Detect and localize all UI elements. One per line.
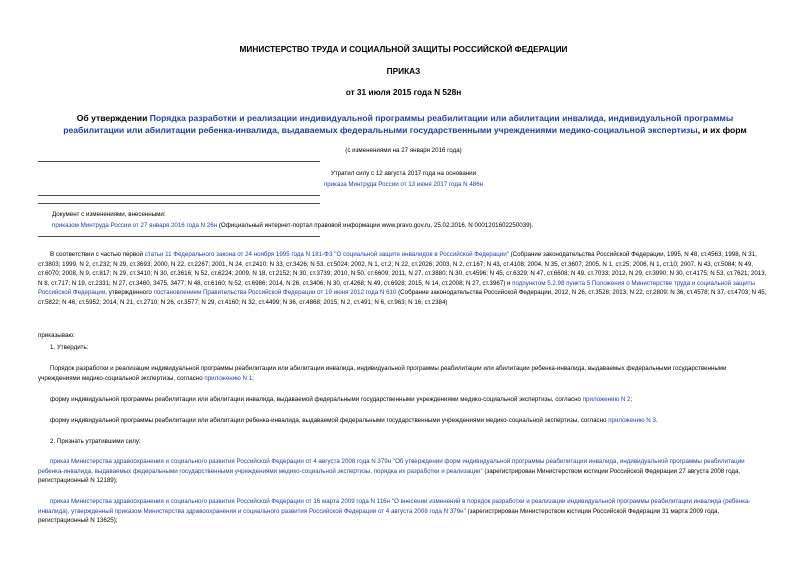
void-order-1 — [38, 457, 770, 486]
approve-form-child — [38, 416, 770, 426]
divider — [38, 203, 320, 204]
amendments-line — [52, 221, 772, 231]
law-link[interactable]: статьи 11 Федерального закона от 24 ноября 1995 года N 181-ФЗ "О социальной защите инвалидов в Российской Федерации" — [144, 251, 509, 258]
void-order-2-link[interactable]: приказ Министерства здравоохранения и социального развития Российской Федерации от 16 марта 2009 года N 116н "О внесении изменений в порядок разработки и реализации индивидуальной программы реабилитации инвалида (ребенка-инвалида), утвержденный приказом Министерства здравоохранения и социального развития Российской Федерации от 4 августа 2008 года N 379н" — [38, 498, 751, 515]
divider — [38, 195, 320, 196]
preamble-text-4: (Собрание законодательства Российской Федерации, 2012, N 26, ст.3528; 2013, N 22, ст.2809; N 36, ст.4578; N 37, ст.4703; N 45, ст.5822; N 46, ст.5952; 2014, N 21, ст.2710; N 26, ст.3577; N 29, ст.4160; N 32, ст.4499; N 36, ст.4868; 2015, N 2, ст.491; N 6, ст.963; N 16, ст.2384) — [38, 289, 767, 306]
ministry-heading: МИНИСТЕРСТВО ТРУДА И СОЦИАЛЬНОЙ ЗАЩИТЫ РОССИЙСКОЙ ФЕДЕРАЦИИ — [239, 44, 568, 54]
amendments-source: (Официальный интернет-портал правовой информации www.pravo.gov.ru, 25.02.2016, N 0001201602250039). — [217, 222, 534, 229]
amendments-link[interactable]: приказом Минтруда России от 27 января 2016 года N 26н — [52, 222, 218, 229]
appendix-3-link[interactable]: приложению N 3 — [608, 417, 656, 424]
document-title — [60, 112, 750, 136]
divider — [38, 236, 320, 237]
appendix-2-link[interactable]: приложению N 2 — [582, 396, 631, 403]
item-2-heading: 2. Признать утратившими силу: — [50, 438, 141, 445]
void-notice-link[interactable]: приказа Минтруда России от 13 июня 2017 года N 486н — [323, 181, 484, 188]
revision-note: (с изменениями на 27 января 2016 года) — [345, 147, 462, 154]
void-order-1-text: (зарегистрирован Министерством юстиции Российской Федерации 27 августа 2008 года, регистрационный N 12189); — [38, 467, 741, 485]
approve-form-child-text: форму индивидуальной программы реабилитации или абилитации ребенка-инвалида, выдаваемой федеральными государственными учреждениями медико-социальной экспертизы, согласно — [50, 417, 609, 424]
appendix-1-link[interactable]: приложению N 1 — [204, 374, 253, 382]
preamble-text-3: , утвержденного — [105, 289, 154, 297]
approve-procedure — [38, 364, 770, 383]
order-word: приказываю: — [38, 332, 75, 339]
title-prefix: Об утверждении — [76, 113, 150, 123]
title-link[interactable]: Порядка разработки и реализации индивидуальной программы реабилитации или абилитации инвалида, индивидуальной программы реабилитации или абилитации ребенка-инвалида, выдаваемых федеральными государственными учреждениями медико-социальной экспертизы — [63, 113, 734, 135]
approve-form-child-end: . — [655, 417, 658, 424]
title-suffix: , и их форм — [697, 125, 747, 135]
void-notice-text: Утратил силу с 12 августа 2017 года на основании — [330, 170, 477, 177]
preamble-text-2: (Собрание законодательства Российской Федерации, 1995, N 48, ст.4563; 1998, N 31, ст.3803; 1999, N 2, ст.232; N 29, ст.3693; 2000, N 22, ст.2267; 2001, N 24, ст.2410; N 33, ст.3426; N 53, ст.5024; 2002, N 1, ст.2; N 22, ст.2026; 2003, N 2, ст.167; N 43, ст.4108; 2004, N 35, ст.3607; 2005, N 1, ст.25; 2006, N 1, ст.10; 2007, N 43, ст.5084; N 49, ст.6070; 2008, N 9, ст.817; N 29, ст.3410; N 30, ст.3616; N 52, ст.6224; 2009, N 18, ст.2152; N 30, ст.3739; 2010, N 50, ст.6609; 2011, N 27, ст.3880; N 30, ст.4596; N 45, ст.6329; N 47, ст.6608; N 49, ст.7033; 2012, N 29, ст.3990; N 30, ст.4175; N 53, ст.7621; 2013, N 8, ст.717; N 19, ст.2331; N 27, ст.3460, 3475, 3477; N 48, ст.6160; N 52, ст.6986; 2014, N 26, ст.3406; N 30, ст.4268; N 49, ст.6928; 2015, N 14, ст.2008; N 27, ст.3967) и — [38, 251, 767, 287]
approve-procedure-end: ; — [252, 374, 254, 382]
preamble — [38, 250, 770, 308]
void-order-1-link[interactable]: приказ Министерства здравоохранения и социального развития Российской Федерации от 4 августа 2008 года N 379н "Об утверждении форм индивидуальной программы реабилитации инвалида, индивидуальной программы реабилитации ребенка-инвалида, выдаваемых федеральными государственными учреждениями медико-социальной экспертизы, порядка их разработки и реализации" — [38, 458, 745, 475]
approve-form-adult-text: форму индивидуальной программы реабилитации или абилитации инвалида, выдаваемой федеральными государственными учреждениями медико-социальной экспертизы, согласно — [50, 396, 583, 403]
item-1-heading: 1. Утвердить: — [50, 344, 89, 351]
doc-type-heading: ПРИКАЗ — [386, 66, 421, 76]
divider — [38, 161, 320, 162]
approve-procedure-text: Порядок разработки и реализации индивидуальной программы реабилитации или абилитации инвалида, индивидуальной программы реабилитации или абилитации ребенка-инвалида, выдаваемых федеральными государственными учреждениями медико-социальной экспертизы, согласно — [38, 365, 727, 382]
amendments-label: Документ с изменениями, внесенными: — [52, 211, 166, 218]
approve-form-adult — [38, 395, 770, 405]
void-order-2 — [38, 497, 770, 526]
resolution-link[interactable]: постановлением Правительства Российской Федерации от 19 июня 2012 года N 610 — [153, 289, 397, 297]
void-order-2-text: (зарегистрирован Министерством юстиции Российской Федерации 31 марта 2009 года, регистрационный N 13625); — [38, 507, 720, 525]
regulation-link[interactable]: подпунктом 5.2.98 пункта 5 Положения о Министерстве труда и социальной защиты Российской Федерации — [38, 279, 755, 297]
doc-date-number: от 31 июля 2015 года N 528н — [345, 87, 462, 97]
preamble-text-1: В соответствии с частью первой — [50, 251, 145, 258]
approve-form-adult-end: ; — [630, 396, 633, 403]
